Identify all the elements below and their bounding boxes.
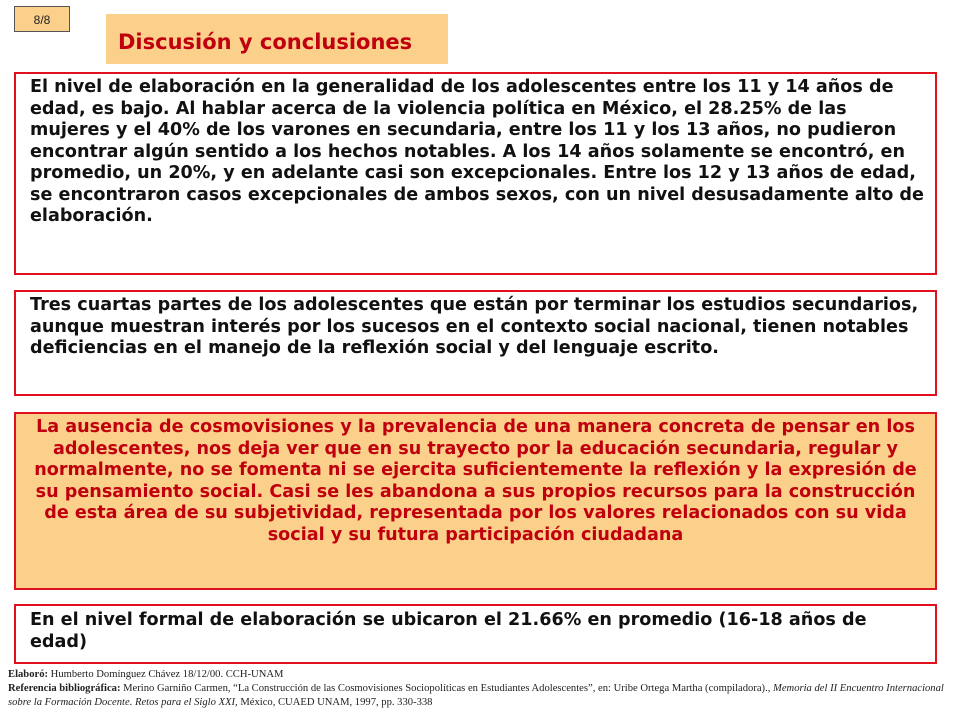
conclusion-text-1: El nivel de elaboración en la generalidad de los adolescentes entre los 11 y 14 años de edad, es bajo. Al hablar acerca de la violencia política en México, el 28.25% de las mujeres y el 40% de los varones en secundaria, entre los 11 y los 13 años, no pudieron encontrar algún sentido a los hechos notables. A los 14 años solamente se encontró, en promedio, un 20%, y en adelante casi son excepcionales. Entre los 12 y 13 años de edad, se encontraron casos excepcionales de ambos sexos, con un nivel desusadamente alto de elaboración. xyxy=(30,77,924,226)
conclusion-text-4: En el nivel formal de elaboración se ubicaron el 21.66% en promedio (16-18 años de edad) xyxy=(30,610,867,652)
conclusion-box-2 xyxy=(14,290,937,396)
footer-author-line xyxy=(8,668,952,682)
page-number-badge: 8/8 xyxy=(14,6,70,32)
footer-reference-title: Memoria del II Encuentro Internacional sobre la Formación Docente. Retos para el Siglo XXI, xyxy=(8,683,944,708)
footer-credits xyxy=(8,668,952,710)
footer-reference-end: México, CUAED UNAM, 1997, pp. 330-338 xyxy=(237,697,433,708)
conclusion-box-4 xyxy=(14,604,937,664)
footer-reference-line xyxy=(8,682,952,710)
conclusion-text-3: La ausencia de cosmovisiones y la prevalencia de una manera concreta de pensar en los adolescentes, nos deja ver que en su trayecto por la educación secundaria, regular y normalmente, no se fomenta ni se ejercita suficientemente la reflexión y la expresión de su pensamiento social. Casi se les abandona a sus propios recursos para la construcción de esta área de su subjetividad, representada por los valores relacionados con su vida social y su futura participación ciudadana xyxy=(34,417,917,545)
footer-reference-text: Merino Garniño Carmen, “La Construcción de las Cosmovisiones Sociopolíticas en Estudiantes Adolescentes”, en: Uribe Ortega Martha (compiladora)., xyxy=(120,683,774,694)
page-title: Discusión y conclusiones xyxy=(118,30,413,54)
title-banner xyxy=(106,14,448,64)
footer-author-label: Elaboró: xyxy=(8,669,49,680)
conclusion-text-2: Tres cuartas partes de los adolescentes que están por terminar los estudios secundarios, aunque muestran interés por los sucesos en el contexto social nacional, tienen notables deficiencias en el manejo de la reflexión social y del lenguaje escrito. xyxy=(30,295,919,358)
conclusion-box-1 xyxy=(14,72,937,275)
conclusion-box-highlight xyxy=(14,412,937,590)
footer-author-text: Humberto Domínguez Chávez 18/12/00. CCH-UNAM xyxy=(48,669,284,680)
footer-reference-label: Referencia bibliográfica: xyxy=(8,683,121,694)
